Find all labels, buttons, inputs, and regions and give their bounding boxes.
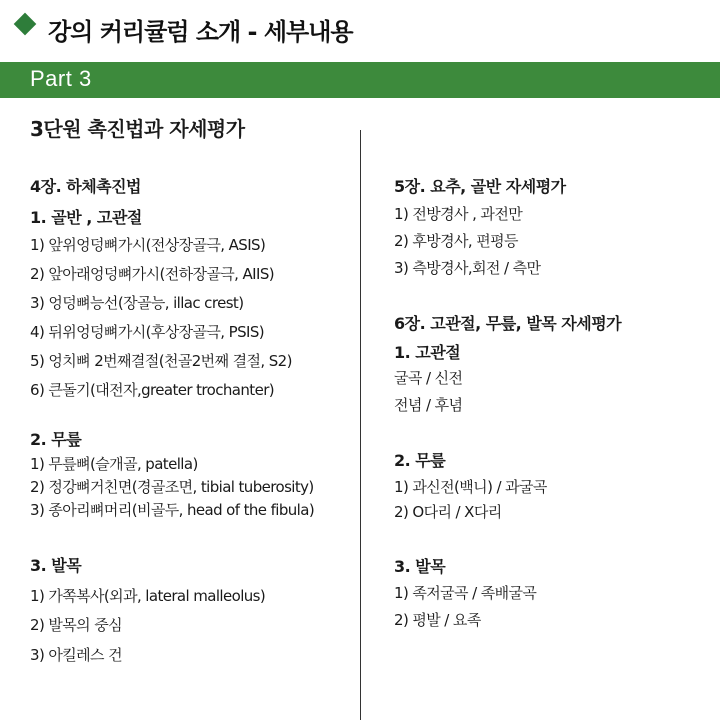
unit-title: 3단원 촉진법과 자세평가 bbox=[30, 117, 245, 141]
list-item: 3) 엉덩뼈능선(장골능, illac crest) bbox=[30, 294, 244, 312]
list-item: 5) 엉치뼈 2번째결절(천골2번째 결절, S2) bbox=[30, 352, 292, 370]
section-heading: 3. 발목 bbox=[394, 557, 446, 576]
section-heading: 2. 무릎 bbox=[394, 451, 446, 470]
section-heading: 1. 골반 , 고관절 bbox=[30, 208, 142, 227]
list-item: 1) 무릎뼈(슬개골, patella) bbox=[30, 455, 198, 473]
list-item: 2) 정강뼈거친면(경골조면, tibial tuberosity) bbox=[30, 478, 314, 496]
list-item: 2) 평발 / 요족 bbox=[394, 611, 481, 629]
list-item: 3) 측방경사,회전 / 측만 bbox=[394, 259, 541, 277]
diamond-bullet-icon bbox=[14, 13, 37, 36]
list-item: 전념 / 후념 bbox=[394, 396, 463, 414]
chapter-4-heading: 4장. 하체촉진법 bbox=[30, 177, 142, 196]
chapter-5-heading: 5장. 요추, 골반 자세평가 bbox=[394, 177, 566, 196]
list-item: 3) 아킬레스 건 bbox=[30, 646, 122, 664]
list-item: 1) 가쪽복사(외과, lateral malleolus) bbox=[30, 587, 266, 605]
list-item: 2) O다리 / X다리 bbox=[394, 503, 502, 521]
header bbox=[0, 0, 720, 60]
list-item: 굴곡 / 신전 bbox=[394, 369, 463, 387]
list-item: 6) 큰돌기(대전자,greater trochanter) bbox=[30, 381, 275, 399]
list-item: 3) 종아리뼈머리(비골두, head of the fibula) bbox=[30, 501, 315, 519]
list-item: 2) 발목의 중심 bbox=[30, 616, 122, 634]
chapter-6-heading: 6장. 고관절, 무릎, 발목 자세평가 bbox=[394, 314, 622, 333]
list-item: 4) 뒤위엉덩뼈가시(후상장골극, PSIS) bbox=[30, 323, 264, 341]
section-heading: 3. 발목 bbox=[30, 556, 82, 575]
part-label: Part 3 bbox=[30, 66, 92, 91]
list-item: 2) 후방경사, 편평등 bbox=[394, 232, 518, 250]
list-item: 1) 과신전(백니) / 과굴곡 bbox=[394, 478, 547, 496]
list-item: 1) 족저굴곡 / 족배굴곡 bbox=[394, 584, 537, 602]
list-item: 1) 앞위엉덩뼈가시(전상장골극, ASIS) bbox=[30, 236, 266, 254]
section-heading: 1. 고관절 bbox=[394, 343, 461, 362]
column-divider bbox=[360, 130, 361, 720]
list-item: 2) 앞아래엉덩뼈가시(전하장골극, AIIS) bbox=[30, 265, 275, 283]
page-title: 강의 커리큘럼 소개 - 세부내용 bbox=[48, 18, 353, 46]
part-banner bbox=[0, 62, 720, 98]
section-heading: 2. 무릎 bbox=[30, 430, 82, 449]
list-item: 1) 전방경사 , 과전만 bbox=[394, 205, 523, 223]
